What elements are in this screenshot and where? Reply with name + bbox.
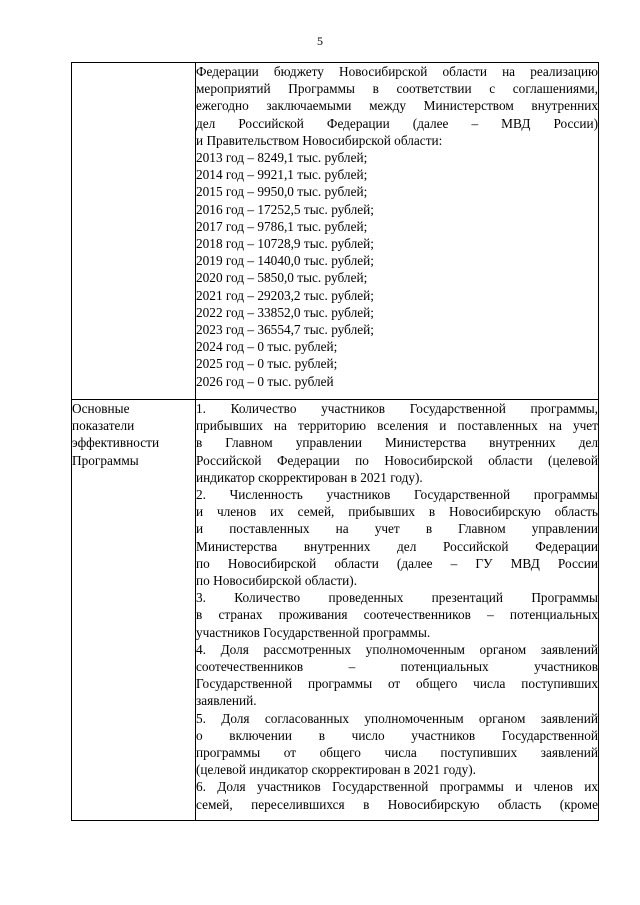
- funding-text-line: 2016 год – 17252,5 тыс. рублей;: [196, 201, 374, 217]
- indicator-text-line: участников Государственной программы.: [196, 624, 431, 640]
- indicator-text-line: 3. Количество проведенных презентаций Программы: [196, 590, 598, 606]
- indicator-text-line: Министерства внутренних дел Российской Федерации: [196, 538, 598, 554]
- funding-text-line: 2022 год – 33852,0 тыс. рублей;: [196, 304, 374, 320]
- indicator-text-line: соотечественников – потенциальных участников: [196, 659, 598, 675]
- indicator-text-line: в странах проживания соотечественников – потенциальных: [196, 607, 598, 623]
- indicator-text-line: о включении в число участников Государственной: [196, 727, 598, 743]
- indicator-text-line: Российской Федерации по Новосибирской области (целевой: [196, 452, 598, 468]
- funding-text-line: 2023 год – 36554,7 тыс. рублей;: [196, 322, 374, 338]
- funding-text-line: 2017 год – 9786,1 тыс. рублей;: [196, 218, 368, 234]
- funding-text-line: 2013 год – 8249,1 тыс. рублей;: [196, 150, 368, 166]
- indicator-text-line: в Главном управлении Министерства внутренних дел: [196, 435, 598, 451]
- funding-by-year-cell: [196, 63, 599, 400]
- funding-text-line: дел Российской Федерации (далее – МВД России): [196, 115, 598, 131]
- indicator-text-line: (целевой индикатор скорректирован в 2021 году).: [196, 762, 477, 778]
- funding-text-line: 2021 год – 29203,2 тыс. рублей;: [196, 287, 374, 303]
- indicator-text-line: программы от общего числа поступивших заявлений: [196, 745, 598, 761]
- table-row-funding: [72, 63, 599, 400]
- indicators-label-line: показатели: [72, 418, 135, 434]
- indicator-text-line: по Новосибирской области).: [196, 573, 358, 589]
- indicators-label-line: Основные: [72, 401, 130, 416]
- indicator-text-line: и поставленных на учет в Главном управлении: [196, 521, 598, 537]
- indicator-text-line: прибывших на территорию вселения и поставленных на учет: [196, 418, 598, 434]
- indicator-text-line: Государственной программы от общего числа поступивших: [196, 676, 598, 692]
- indicator-text-line: 4. Доля рассмотренных уполномоченным органом заявлений: [196, 641, 598, 657]
- indicators-list-cell: [196, 400, 599, 821]
- indicator-text-line: 2. Численность участников Государственной программы: [196, 487, 598, 503]
- funding-text-line: мероприятий Программы в соответствии с соглашениями,: [196, 81, 598, 97]
- row-label-empty: [72, 63, 196, 400]
- funding-text-line: Федерации бюджету Новосибирской области на реализацию: [196, 64, 598, 79]
- indicators-text-block: [196, 400, 598, 813]
- funding-text-line: 2025 год – 0 тыс. рублей;: [196, 356, 338, 372]
- indicator-text-line: заявлений.: [196, 693, 257, 709]
- funding-text-line: 2026 год – 0 тыс. рублей: [196, 373, 334, 389]
- funding-text-line: 2019 год – 14040,0 тыс. рублей;: [196, 253, 374, 269]
- indicator-text-line: 5. Доля согласованных уполномоченным органом заявлений: [196, 710, 598, 726]
- indicators-label-line: эффективности: [72, 435, 160, 451]
- program-passport-table: [71, 62, 599, 821]
- indicator-text-line: и членов их семей, прибывших в Новосибирскую область: [196, 504, 598, 520]
- indicators-label-cell: [72, 400, 196, 821]
- funding-text-line: 2018 год – 10728,9 тыс. рублей;: [196, 236, 374, 252]
- page-number: 5: [317, 34, 323, 48]
- indicator-text-line: 1. Количество участников Государственной программы,: [196, 401, 598, 416]
- funding-text-line: 2014 год – 9921,1 тыс. рублей;: [196, 167, 368, 183]
- funding-text-line: и Правительством Новосибирской области:: [196, 132, 443, 148]
- indicators-label-line: Программы: [72, 452, 139, 468]
- indicator-text-line: индикатор скорректирован в 2021 году).: [196, 469, 423, 485]
- funding-text-line: 2024 год – 0 тыс. рублей;: [196, 339, 338, 355]
- funding-text-line: ежегодно заключаемыми между Министерством внутренних: [196, 98, 598, 114]
- indicators-label-block: [72, 400, 195, 469]
- indicator-text-line: по Новосибирской области (далее – ГУ МВД России: [196, 555, 598, 571]
- funding-text-line: 2015 год – 9950,0 тыс. рублей;: [196, 184, 368, 200]
- table-row-indicators: [72, 400, 599, 821]
- indicator-text-line: семей, переселившихся в Новосибирскую область (кроме: [196, 796, 598, 812]
- funding-text-line: 2020 год – 5850,0 тыс. рублей;: [196, 270, 368, 286]
- indicator-text-line: 6. Доля участников Государственной программы и членов их: [196, 779, 598, 795]
- funding-text-block: [196, 63, 598, 390]
